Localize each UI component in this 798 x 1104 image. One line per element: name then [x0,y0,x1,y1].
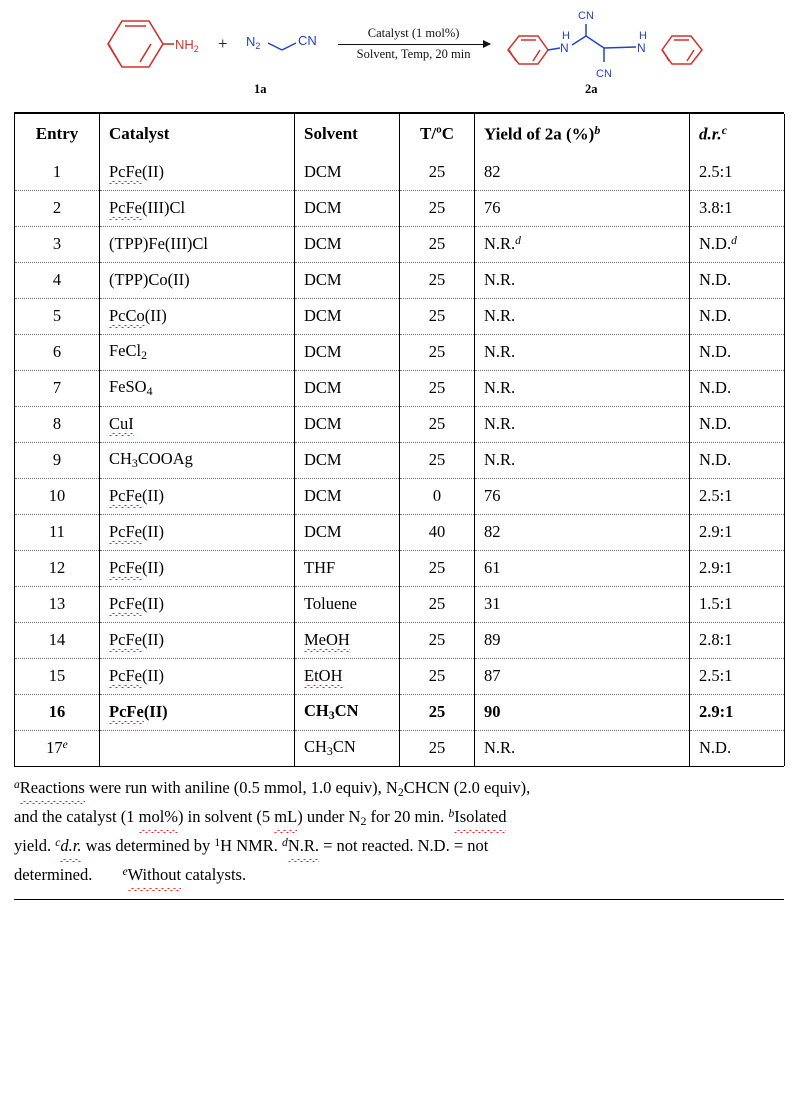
cell-entry: 2 [15,190,100,226]
reaction-arrow-block [338,26,490,62]
col-header-entry: Entry [15,114,100,155]
cell-entry: 5 [15,298,100,334]
cell-temperature: 40 [400,514,475,550]
table-row [15,658,785,694]
product-cn-top: CN [577,10,594,22]
cell-yield: N.R. [475,442,690,478]
table-row [15,730,785,766]
aniline-structure [94,12,202,76]
cell-solvent: DCM [295,478,400,514]
cell-solvent: DCM [295,442,400,478]
footnote-line-4: determined. $^e$Without catalysts. [14,862,784,889]
label-2a: 2a [585,82,598,96]
cell-dr: N.D.$^d$ [690,226,785,262]
cell-entry: 9 [15,442,100,478]
cell-catalyst: PcFe(II) [100,622,295,658]
col-header-solvent: Solvent [295,114,400,155]
cell-entry: 8 [15,406,100,442]
cell-dr: 2.5:1 [690,478,785,514]
product-nh-left-h: H [561,30,570,42]
molecule-product-2a [500,4,710,84]
table-header-row [15,114,785,155]
cell-solvent: DCM [295,155,400,191]
cell-solvent: DCM [295,334,400,370]
cell-catalyst: (TPP)Fe(III)Cl [100,226,295,262]
reaction-scheme [14,0,784,112]
cell-solvent: DCM [295,226,400,262]
table-row [15,190,785,226]
cell-catalyst [100,730,295,766]
table-row [15,370,785,406]
scheme-labels [14,82,784,102]
cell-temperature: 25 [400,370,475,406]
cell-temperature: 25 [400,730,475,766]
optimization-table [14,114,785,766]
cell-catalyst: PcCo(II) [100,298,295,334]
cell-solvent: THF [295,550,400,586]
table-row [15,478,785,514]
cell-dr: 2.9:1 [690,514,785,550]
cell-catalyst: FeSO$_4$ [100,370,295,406]
cell-catalyst: PcFe(II) [100,586,295,622]
table-header [15,114,785,155]
footnote-line-3: yield. $^c$d.r. was determined by $^1$H NMR. $^d$N.R. = not reacted. N.D. = not [14,833,784,860]
cell-solvent: EtOH [295,658,400,694]
cell-dr: 2.9:1 [690,550,785,586]
cell-temperature: 25 [400,262,475,298]
cell-dr: N.D. [690,730,785,766]
cell-catalyst: CuI [100,406,295,442]
aniline-nh2-label: $NH_2$ [175,37,199,54]
diazo-structure [244,12,328,76]
cell-yield: 76 [475,478,690,514]
col-header-yield: Yield of 2a (%)$^b$ [475,114,690,155]
cell-entry: 7 [15,370,100,406]
table-body [15,155,785,766]
cell-temperature: 25 [400,226,475,262]
cell-dr: 2.5:1 [690,658,785,694]
cell-solvent: DCM [295,190,400,226]
cell-entry: 10 [15,478,100,514]
table-row [15,442,785,478]
cell-yield: 87 [475,658,690,694]
cell-catalyst: PcFe(III)Cl [100,190,295,226]
cell-solvent: DCM [295,514,400,550]
cell-entry: 15 [15,658,100,694]
cell-solvent: DCM [295,262,400,298]
plus-sign: + [218,34,228,53]
cell-yield: 76 [475,190,690,226]
cell-catalyst: PcFe(II) [100,478,295,514]
table-row [15,226,785,262]
product-structure [500,4,710,84]
cell-catalyst: (TPP)Co(II) [100,262,295,298]
cell-yield: N.R. [475,262,690,298]
cell-temperature: 25 [400,586,475,622]
cell-entry: 3 [15,226,100,262]
cell-entry: 6 [15,334,100,370]
cell-dr: 3.8:1 [690,190,785,226]
cell-entry: 4 [15,262,100,298]
molecule-diazoacetonitrile [244,12,328,76]
product-nh-right-h: H [638,30,647,42]
cell-yield: N.R. [475,730,690,766]
cell-solvent: DCM [295,406,400,442]
cell-temperature: 25 [400,406,475,442]
cell-catalyst: PcFe(II) [100,514,295,550]
cell-dr: 2.8:1 [690,622,785,658]
cell-temperature: 25 [400,622,475,658]
cell-temperature: 25 [400,298,475,334]
molecule-aniline [94,12,202,76]
cell-entry: 17e [15,730,100,766]
table-row [15,298,785,334]
table-row [15,334,785,370]
cell-yield: 82 [475,155,690,191]
diazo-n2-label: $N_2$ [245,34,260,51]
cell-dr: N.D. [690,442,785,478]
product-cn-bottom: CN [595,68,612,80]
cell-solvent: $CH_3CN$ [295,694,400,730]
cell-yield: N.R. [475,370,690,406]
cell-yield: N.R. [475,334,690,370]
cell-catalyst: $CH_3COOAg$ [100,442,295,478]
diazo-cn-label: CN [297,33,317,48]
cell-dr: N.D. [690,262,785,298]
cell-temperature: 25 [400,694,475,730]
cell-dr: 2.5:1 [690,155,785,191]
cell-solvent: DCM [295,370,400,406]
table-row [15,694,785,730]
table-body-bottom-rule [14,766,784,767]
cell-entry: 16 [15,694,100,730]
table-row [15,622,785,658]
cell-catalyst: PcFe(II) [100,658,295,694]
cell-solvent: Toluene [295,586,400,622]
cell-dr: N.D. [690,370,785,406]
table-row [15,550,785,586]
col-header-catalyst: Catalyst [100,114,295,155]
table-footnotes [14,775,784,889]
table-row [15,586,785,622]
cell-temperature: 25 [400,550,475,586]
cell-dr: N.D. [690,406,785,442]
cell-yield: N.R. [475,298,690,334]
cell-dr: N.D. [690,298,785,334]
cell-temperature: 25 [400,190,475,226]
cell-temperature: 0 [400,478,475,514]
table-row [15,514,785,550]
cell-solvent: $CH_3CN$ [295,730,400,766]
cell-catalyst: PcFe(II) [100,550,295,586]
col-header-temperature: T/ºC [400,114,475,155]
cell-yield: N.R.$^d$ [475,226,690,262]
cell-entry: 14 [15,622,100,658]
cell-yield: 89 [475,622,690,658]
cell-yield: 31 [475,586,690,622]
arrow-below-text: Solvent, Temp, 20 min [356,46,471,61]
arrow-above-text: Catalyst (1 mol%) [367,25,460,40]
cell-catalyst: FeCl$_2$ [100,334,295,370]
table-row [15,262,785,298]
cell-yield: 61 [475,550,690,586]
product-n-right: N [636,41,646,55]
cell-dr: N.D. [690,334,785,370]
table-row [15,155,785,191]
cell-temperature: 25 [400,658,475,694]
cell-solvent: MeOH [295,622,400,658]
cell-entry: 12 [15,550,100,586]
cell-catalyst: PcFe(II) [100,694,295,730]
product-n-left: N [559,41,569,55]
cell-entry: 13 [15,586,100,622]
cell-dr: 1.5:1 [690,586,785,622]
cell-yield: 90 [475,694,690,730]
cell-yield: N.R. [475,406,690,442]
footnote-line-2: and the catalyst (1 mol%) in solvent (5 mL) under $N_2$ for 20 min. $^b$Isolated [14,804,784,831]
cell-solvent: DCM [295,298,400,334]
footnote-line-1: $^a$Reactions were run with aniline (0.5 mmol, 1.0 equiv), $N_2CHCN$ (2.0 equiv), [14,775,784,802]
cell-temperature: 25 [400,334,475,370]
cell-temperature: 25 [400,155,475,191]
reaction-arrow-icon [338,44,490,45]
cell-entry: 1 [15,155,100,191]
cell-yield: 82 [475,514,690,550]
cell-catalyst: PcFe(II) [100,155,295,191]
col-header-dr: d.r.$^c$ [690,114,785,155]
label-1a: 1a [254,82,267,96]
cell-dr: 2.9:1 [690,694,785,730]
cell-entry: 11 [15,514,100,550]
cell-temperature: 25 [400,442,475,478]
table-bottom-rule [14,899,784,901]
table-row [15,406,785,442]
